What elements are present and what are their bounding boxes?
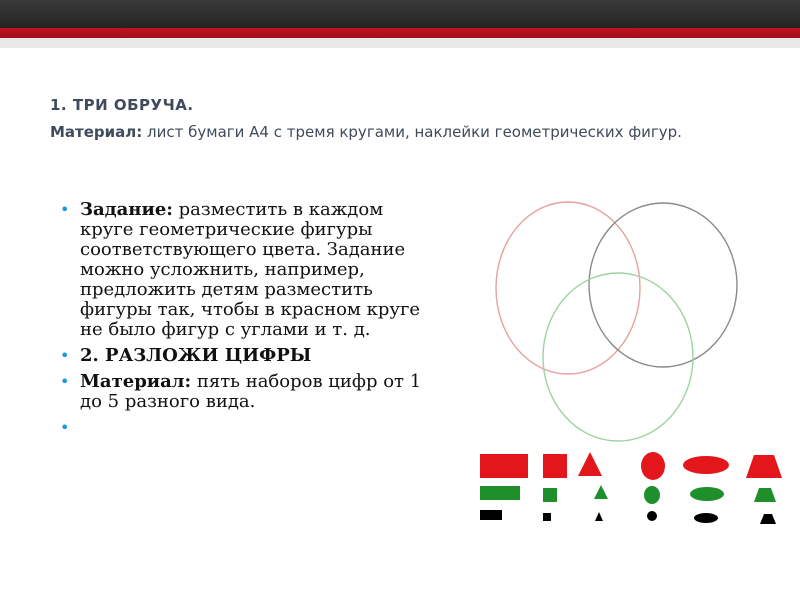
- black-square: [543, 513, 551, 521]
- bullet-item-task: [60, 200, 440, 340]
- black-rectangle: [480, 510, 502, 520]
- bullet-dot-icon: •: [60, 372, 70, 391]
- material-label: Материал:: [50, 123, 143, 141]
- bullet-item-material: [60, 372, 440, 412]
- green-ellipse: [690, 487, 724, 501]
- bullet-label: Задание:: [80, 199, 173, 220]
- green-circle: [644, 486, 660, 504]
- slide-title: 1. ТРИ ОБРУЧА.: [50, 96, 194, 114]
- black-trapezoid: [760, 514, 776, 524]
- bullet-dot-icon: •: [60, 200, 70, 219]
- black-triangle: [595, 512, 603, 521]
- red-ellipse: [683, 456, 729, 474]
- bullet-text: пять наборов цифр от 1 до 5 разного вида.: [80, 371, 422, 412]
- bullet-item-numbers-game: [60, 346, 440, 366]
- green-triangle: [594, 485, 608, 499]
- black-circle: [647, 511, 657, 521]
- bullet-label: Материал:: [80, 371, 192, 392]
- green-rectangle: [480, 486, 520, 500]
- green-trapezoid: [754, 488, 776, 502]
- red-square: [543, 454, 567, 478]
- slide-heading: [50, 92, 750, 146]
- gray-hoop-circle: [589, 203, 737, 367]
- top-dark-bar: [0, 0, 800, 28]
- green-hoop-circle: [543, 273, 693, 441]
- black-ellipse: [694, 513, 718, 523]
- top-grey-stripe: [0, 38, 800, 48]
- bullet-dot-icon: •: [60, 346, 70, 365]
- material-line: [50, 119, 750, 146]
- red-hoop-circle: [496, 202, 640, 374]
- red-trapezoid: [746, 455, 782, 478]
- bullet-list: [60, 199, 440, 437]
- bullet-dot-icon: •: [60, 418, 70, 437]
- material-text: лист бумаги А4 с тремя кругами, наклейки геометрических фигур.: [142, 123, 682, 141]
- bullet-text: разместить в каждом круге геометрические фигуры соответствующего цвета. Задание можно усложнить, например, предложить детям разместить фигуры так, чтобы в красном круге не было фигур с углами и т. д.: [80, 199, 421, 340]
- red-triangle: [578, 452, 602, 476]
- red-rectangle: [480, 454, 528, 478]
- bullet-label: 2. РАЗЛОЖИ ЦИФРЫ: [80, 345, 312, 366]
- top-red-stripe: [0, 28, 800, 38]
- red-circle: [641, 452, 665, 480]
- three-hoops-diagram: [470, 190, 800, 540]
- green-square: [543, 488, 557, 502]
